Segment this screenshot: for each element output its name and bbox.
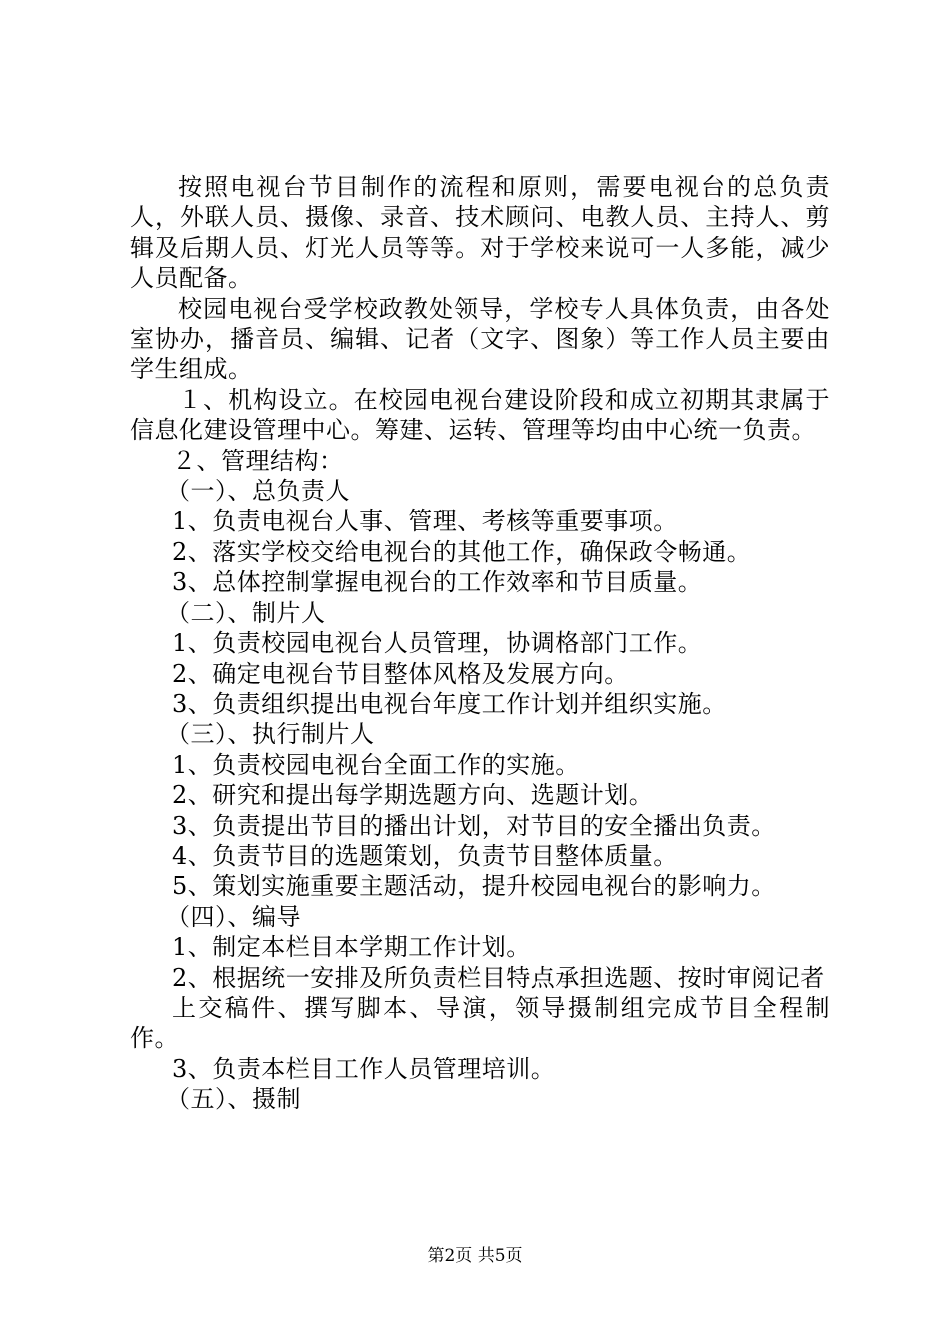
list-item: 2、根据统一安排及所负责栏目特点承担选题、按时审阅记者 xyxy=(172,963,825,992)
list-item: 4、负责节目的选题策划，负责节目整体质量。 xyxy=(172,841,678,870)
list-item: 2、确定电视台节目整体风格及发展方向。 xyxy=(172,659,629,688)
list-item: 1、负责电视台人事、管理、考核等重要事项。 xyxy=(172,507,678,536)
list-item: 1、制定本栏目本学期工作计划。 xyxy=(172,933,531,962)
list-item: 3、负责组织提出电视台年度工作计划并组织实施。 xyxy=(172,689,727,718)
list-item: 1、负责校园电视台全面工作的实施。 xyxy=(172,750,580,779)
heading-filming: （五）、摄制 xyxy=(166,1085,301,1114)
heading-general-manager: （一）、总负责人 xyxy=(166,477,350,506)
list-item: 2、研究和提出每学期选题方向、选题计划。 xyxy=(172,781,654,810)
heading-producer: （二）、制片人 xyxy=(166,598,326,627)
list-item: 2、落实学校交给电视台的其他工作，确保政令畅通。 xyxy=(172,537,752,566)
paragraph-staffing: 按照电视台节目制作的流程和原则，需要电视台的总负责人，外联人员、摄像、录音、技术顾问、电教人员、主持人、剪辑及后期人员、灯光人员等等。对于学校来说可一人多能，减少人员配备。 xyxy=(130,173,830,293)
heading-executive-producer: （三）、执行制片人 xyxy=(166,720,375,749)
paragraph-management-structure: ２、管理结构： xyxy=(172,446,344,475)
list-item: 3、总体控制掌握电视台的工作效率和节目质量。 xyxy=(172,568,703,597)
page-number-footer: 第2页 共5页 xyxy=(427,1246,523,1266)
document-body xyxy=(130,172,830,1115)
list-item: 5、策划实施重要主题活动，提升校园电视台的影响力。 xyxy=(172,872,776,901)
list-item: 上交稿件、撰写脚本、导演，领导摄制组完成节目全程制作。 xyxy=(130,993,830,1053)
paragraph-leadership: 校园电视台受学校政教处领导，学校专人具体负责，由各处室协办，播音员、编辑、记者（文字、图象）等工作人员主要由学生组成。 xyxy=(130,294,830,384)
heading-director: （四）、编导 xyxy=(166,902,301,931)
list-item: 3、负责本栏目工作人员管理培训。 xyxy=(172,1054,556,1083)
list-item: 1、负责校园电视台人员管理，协调格部门工作。 xyxy=(172,629,703,658)
list-item: 3、负责提出节目的播出计划，对节目的安全播出负责。 xyxy=(172,811,776,840)
paragraph-organization: １、机构设立。在校园电视台建设阶段和成立初期其隶属于信息化建设管理中心。筹建、运转、管理等均由中心统一负责。 xyxy=(130,385,830,445)
